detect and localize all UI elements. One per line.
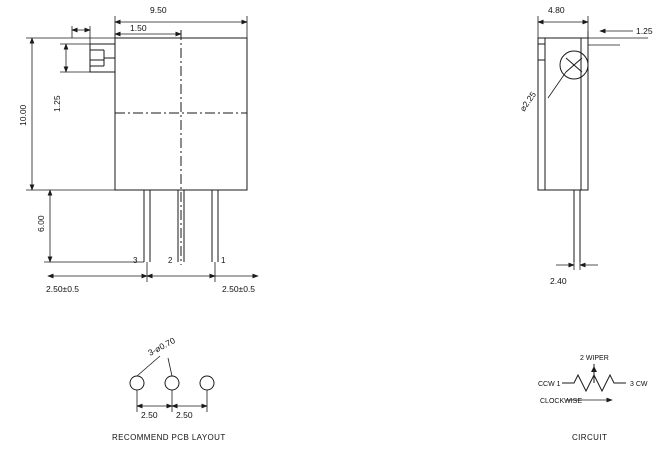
- circuit-terminal-ccw: CCW 1: [538, 381, 561, 388]
- dim-front-width: 9.50: [150, 5, 167, 15]
- circuit-terminal-cw: 3 CW: [630, 381, 648, 388]
- pin-label-2: 2: [168, 256, 173, 265]
- dim-hole-diameter-note: 3-⌀0.70: [146, 335, 177, 358]
- circuit-schematic: [562, 364, 626, 400]
- dim-side-edge: 1.25: [636, 26, 653, 36]
- dim-side-width: 4.80: [548, 5, 565, 15]
- side-view-body: [538, 38, 588, 262]
- dim-pcb-pitch-right: 2.50: [176, 410, 193, 420]
- dim-pin-length: 6.00: [36, 215, 46, 232]
- dim-front-height: 10.00: [18, 104, 28, 126]
- circuit-rotation-label: CLOCKWISE: [540, 398, 583, 405]
- dim-pitch-left: 2.50±0.5: [46, 284, 80, 294]
- caption-pcb-layout: RECOMMEND PCB LAYOUT: [112, 433, 226, 442]
- circuit-terminal-wiper: 2 WIPER: [580, 355, 609, 362]
- dim-pitch-right: 2.50±0.5: [222, 284, 256, 294]
- dim-front-offset: 1.50: [130, 23, 147, 33]
- pcb-layout-dimensions: [137, 390, 207, 412]
- side-view-dimensions: [538, 16, 648, 270]
- front-view-dimensions: [26, 16, 258, 282]
- pcb-layout-holes: [130, 356, 214, 390]
- dim-side-base: 2.40: [550, 276, 567, 286]
- dim-pcb-pitch-left: 2.50: [141, 410, 158, 420]
- front-view-body: [90, 30, 247, 265]
- pin-label-3: 3: [133, 256, 138, 265]
- caption-circuit: CIRCUIT: [572, 433, 608, 442]
- pin-label-1: 1: [221, 256, 226, 265]
- dim-screw-diameter: ⌀2.25: [517, 89, 539, 114]
- dim-slot-height: 1.25: [52, 95, 62, 112]
